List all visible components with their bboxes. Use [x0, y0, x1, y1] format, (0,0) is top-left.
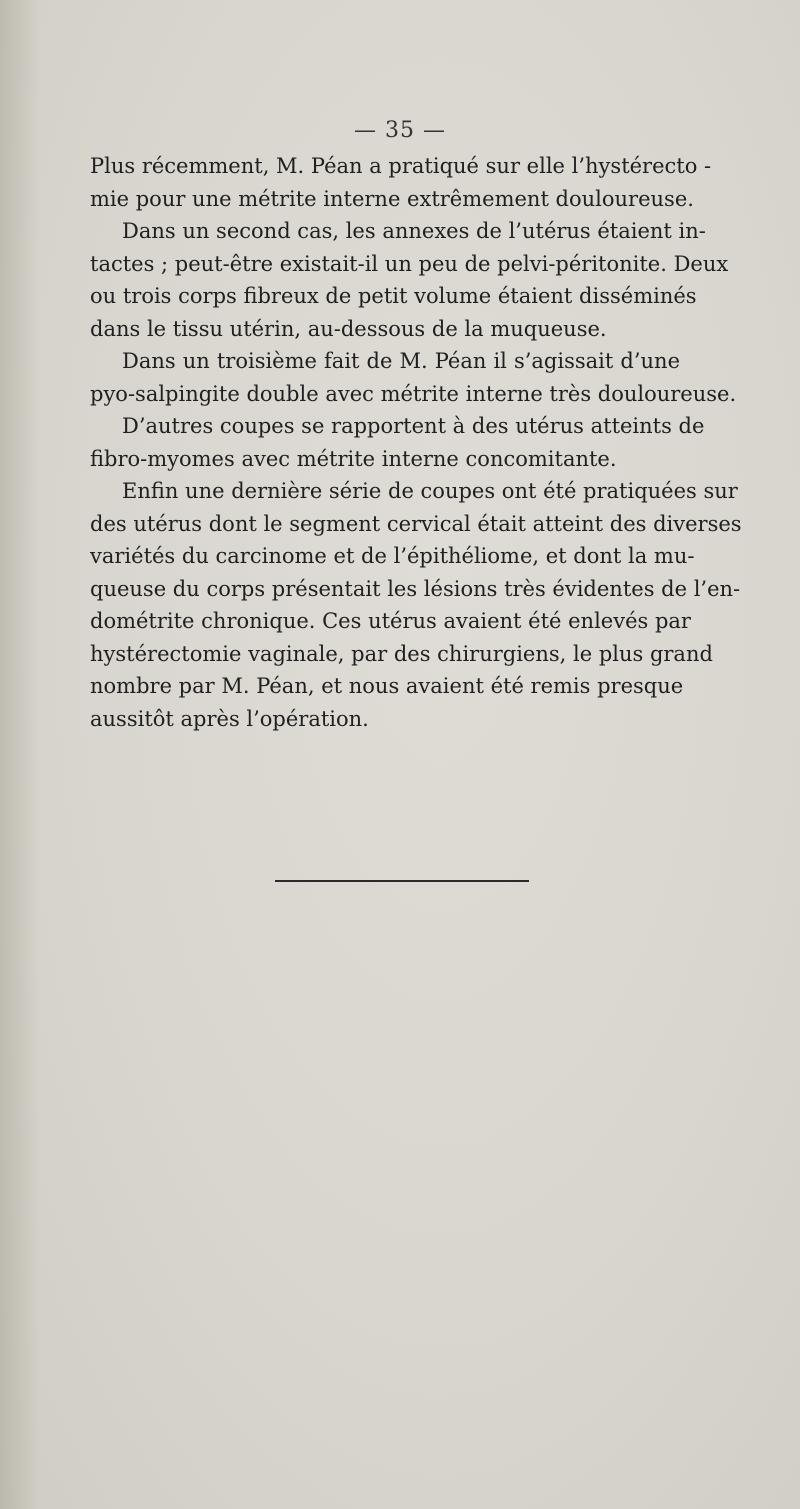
page-number: — 35 — [354, 118, 446, 143]
page-edge-shadow [0, 0, 40, 1509]
text-line: aussitôt après l’opération. [90, 706, 369, 731]
text-line: Dans un troisième fait de M. Péan il s’agissait d’une [122, 349, 680, 373]
text-line: nombre par M. Péan, et nous avaient été remis presque [90, 674, 684, 698]
body-text [90, 150, 742, 735]
text-line: hystérectomie vaginale, par des chirurgiens, le plus grand [90, 641, 713, 666]
text-line: dans le tissu utérin, au-dessous de la muqueuse. [90, 316, 607, 341]
text-line: ou trois corps fibreux de petit volume étaient disséminés [90, 284, 697, 308]
text-line: queuse du corps présentait les lésions très évidentes de l’en- [90, 576, 741, 601]
text-line: dométrite chronique. Ces utérus avaient été enlevés par [90, 609, 691, 633]
text-line: mie pour une métrite interne extrêmement douloureuse. [90, 186, 694, 211]
text-line: Dans un second cas, les annexes de l’utérus étaient in- [122, 219, 706, 243]
section-divider-rule [275, 880, 529, 882]
text-line: D’autres coupes se rapportent à des utérus atteints de [122, 414, 705, 438]
text-line: tactes ; peut-être existait-il un peu de pelvi-péritonite. Deux [90, 251, 729, 276]
text-line: Plus récemment, M. Péan a pratiqué sur elle l’hystérecto - [90, 154, 712, 178]
text-line: variétés du carcinome et de l’épithéliome, et dont la mu- [90, 544, 695, 568]
text-line: des utérus dont le segment cervical était atteint des diverses [90, 511, 742, 536]
text-line: Enfin une dernière série de coupes ont été pratiquées sur [122, 479, 738, 503]
text-line: pyo-salpingite double avec métrite interne très douloureuse. [90, 381, 737, 406]
text-line: fibro-myomes avec métrite interne concomitante. [90, 446, 617, 471]
